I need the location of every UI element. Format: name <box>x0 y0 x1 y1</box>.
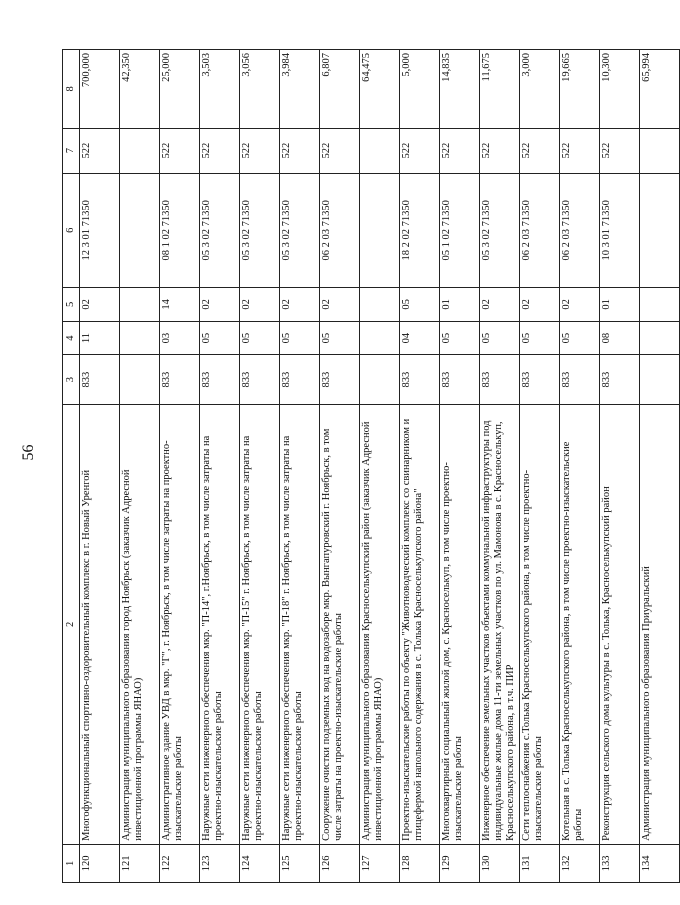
item-name-cell: Административное здание УВД в мкр. "Г", г. Ноябрьск, в том числе затраты на проектно-изыскательские работы <box>160 404 200 844</box>
item-name-cell: Многоквартирный социальный жилой дом, с. Красноселькуп, в том числе проектно-изыскательские работы <box>440 404 480 844</box>
expense-type-cell <box>120 128 160 173</box>
row-number-cell: 126 <box>320 844 360 882</box>
target-article-cell: 05 3 02 71350 <box>480 173 520 288</box>
column-header: 4 <box>63 321 80 355</box>
subsection-code-cell: 02 <box>80 288 120 322</box>
admin-code-cell: 833 <box>440 355 480 404</box>
section-code-cell: 05 <box>320 321 360 355</box>
target-article-cell: 05 3 02 71350 <box>280 173 320 288</box>
admin-code-cell: 833 <box>520 355 560 404</box>
subsection-code-cell: 02 <box>200 288 240 322</box>
section-code-cell: 08 <box>600 321 640 355</box>
subsection-code-cell: 02 <box>560 288 600 322</box>
target-article-cell: 06 2 03 71350 <box>520 173 560 288</box>
amount-cell: 10,300 <box>600 50 640 129</box>
subsection-code-cell: 02 <box>520 288 560 322</box>
expense-type-cell: 522 <box>600 128 640 173</box>
admin-code-cell: 833 <box>240 355 280 404</box>
row-number-cell: 134 <box>640 844 680 882</box>
amount-cell: 14,835 <box>440 50 480 129</box>
table-row <box>120 50 160 883</box>
column-header: 6 <box>63 173 80 288</box>
subsection-code-cell <box>120 288 160 322</box>
row-number-cell: 123 <box>200 844 240 882</box>
section-code-cell <box>360 321 400 355</box>
section-code-cell: 05 <box>480 321 520 355</box>
table-row <box>160 50 200 883</box>
row-number-cell: 121 <box>120 844 160 882</box>
subsection-code-cell: 05 <box>400 288 440 322</box>
table-row <box>640 50 680 883</box>
item-name-cell: Администрация муниципального образования Красноселькупский район (заказчик Адресной инвестиционной программы ЯНАО) <box>360 404 400 844</box>
expense-type-cell: 522 <box>200 128 240 173</box>
subsection-code-cell: 02 <box>280 288 320 322</box>
expense-type-cell: 522 <box>240 128 280 173</box>
amount-cell: 700,000 <box>80 50 120 129</box>
amount-cell: 64,475 <box>360 50 400 129</box>
admin-code-cell <box>360 355 400 404</box>
expense-type-cell: 522 <box>320 128 360 173</box>
amount-cell: 19,665 <box>560 50 600 129</box>
target-article-cell: 05 3 02 71350 <box>200 173 240 288</box>
admin-code-cell: 833 <box>160 355 200 404</box>
column-header: 8 <box>63 50 80 129</box>
admin-code-cell: 833 <box>600 355 640 404</box>
row-number-cell: 125 <box>280 844 320 882</box>
table-row <box>440 50 480 883</box>
amount-cell: 65,994 <box>640 50 680 129</box>
table-row <box>520 50 560 883</box>
row-number-cell: 127 <box>360 844 400 882</box>
target-article-cell: 08 1 02 71350 <box>160 173 200 288</box>
amount-cell: 3,503 <box>200 50 240 129</box>
row-number-cell: 122 <box>160 844 200 882</box>
section-code-cell: 03 <box>160 321 200 355</box>
section-code-cell: 05 <box>520 321 560 355</box>
section-code-cell: 05 <box>200 321 240 355</box>
header-row <box>63 50 80 883</box>
column-header: 3 <box>63 355 80 404</box>
row-number-cell: 133 <box>600 844 640 882</box>
expense-type-cell: 522 <box>560 128 600 173</box>
amount-cell: 6,807 <box>320 50 360 129</box>
admin-code-cell: 833 <box>280 355 320 404</box>
section-code-cell <box>120 321 160 355</box>
target-article-cell <box>640 173 680 288</box>
admin-code-cell: 833 <box>480 355 520 404</box>
target-article-cell <box>120 173 160 288</box>
table-row <box>400 50 440 883</box>
item-name-cell: Инженерное обеспечение земельных участков объектами коммунальной инфраструктуры под индивидуальные жилые дома 11-ти земельных участков по ул. Мамонова в с. Красноселькуп, Красноселькупского района, в т.ч. ПИР <box>480 404 520 844</box>
subsection-code-cell: 02 <box>320 288 360 322</box>
subsection-code-cell: 02 <box>240 288 280 322</box>
row-number-cell: 120 <box>80 844 120 882</box>
item-name-cell: Реконструкция сельского дома культуры в с. Толька, Красноселькупский район <box>600 404 640 844</box>
table-row <box>280 50 320 883</box>
amount-cell: 5,000 <box>400 50 440 129</box>
table-row <box>80 50 120 883</box>
target-article-cell: 10 3 01 71350 <box>600 173 640 288</box>
amount-cell: 42,350 <box>120 50 160 129</box>
section-code-cell: 05 <box>280 321 320 355</box>
admin-code-cell <box>120 355 160 404</box>
column-header: 5 <box>63 288 80 322</box>
expense-type-cell: 522 <box>400 128 440 173</box>
section-code-cell: 04 <box>400 321 440 355</box>
amount-cell: 3,056 <box>240 50 280 129</box>
table-row <box>600 50 640 883</box>
expense-type-cell: 522 <box>160 128 200 173</box>
admin-code-cell: 833 <box>400 355 440 404</box>
item-name-cell: Наружные сети инженерного обеспечения мкр. "П-18" г. Ноябрьск, в том числе затраты на проектно-изыскательские работы <box>280 404 320 844</box>
subsection-code-cell: 01 <box>600 288 640 322</box>
section-code-cell: 11 <box>80 321 120 355</box>
target-article-cell: 12 3 01 71350 <box>80 173 120 288</box>
item-name-cell: Проектно-изыскательские работы по объекту "Животноводческий комплекс со свинарником и птицефермой напольного содержания в с. Толька Красноселькупского района" <box>400 404 440 844</box>
expense-type-cell <box>360 128 400 173</box>
amount-cell: 11,675 <box>480 50 520 129</box>
target-article-cell <box>360 173 400 288</box>
section-code-cell: 05 <box>240 321 280 355</box>
row-number-cell: 130 <box>480 844 520 882</box>
section-code-cell: 05 <box>440 321 480 355</box>
item-name-cell: Сети теплоснабжения с.Толька Красноселькупского района, в том числе проектно-изыскательские работы <box>520 404 560 844</box>
expense-type-cell <box>640 128 680 173</box>
expense-type-cell: 522 <box>520 128 560 173</box>
admin-code-cell <box>640 355 680 404</box>
table-row <box>240 50 280 883</box>
section-code-cell <box>640 321 680 355</box>
section-code-cell: 05 <box>560 321 600 355</box>
admin-code-cell: 833 <box>80 355 120 404</box>
subsection-code-cell <box>360 288 400 322</box>
target-article-cell: 06 2 03 71350 <box>320 173 360 288</box>
row-number-cell: 129 <box>440 844 480 882</box>
target-article-cell: 18 2 02 71350 <box>400 173 440 288</box>
amount-cell: 3,000 <box>520 50 560 129</box>
budget-table <box>62 49 680 883</box>
table-row <box>480 50 520 883</box>
expense-type-cell: 522 <box>440 128 480 173</box>
subsection-code-cell: 14 <box>160 288 200 322</box>
subsection-code-cell <box>640 288 680 322</box>
subsection-code-cell: 02 <box>480 288 520 322</box>
target-article-cell: 05 3 02 71350 <box>240 173 280 288</box>
item-name-cell: Многофункциональный спортивно-оздоровительный комплекс в г. Новый Уренгой <box>80 404 120 844</box>
subsection-code-cell: 01 <box>440 288 480 322</box>
column-header: 2 <box>63 404 80 844</box>
table-row <box>360 50 400 883</box>
table-row <box>200 50 240 883</box>
page-number: 56 <box>20 444 37 461</box>
row-number-cell: 124 <box>240 844 280 882</box>
admin-code-cell: 833 <box>200 355 240 404</box>
column-header: 7 <box>63 128 80 173</box>
column-header: 1 <box>63 844 80 882</box>
amount-cell: 25,000 <box>160 50 200 129</box>
expense-type-cell: 522 <box>480 128 520 173</box>
target-article-cell: 06 2 03 71350 <box>560 173 600 288</box>
row-number-cell: 132 <box>560 844 600 882</box>
table-row <box>560 50 600 883</box>
table-row <box>320 50 360 883</box>
row-number-cell: 131 <box>520 844 560 882</box>
admin-code-cell: 833 <box>320 355 360 404</box>
admin-code-cell: 833 <box>560 355 600 404</box>
item-name-cell: Наружные сети инженерного обеспечения мкр. "П-14", г.Ноябрьск, в том числе затраты на проектно-изыскательские работы <box>200 404 240 844</box>
item-name-cell: Наружные сети инженерного обеспечения мкр. "П-15" г. Ноябрьск, в том числе затраты на проектно-изыскательские работы <box>240 404 280 844</box>
item-name-cell: Сооружение очистки подземных вод на водозаборе мкр. Вынгапуровский г. Ноябрьск, в том числе затраты на проектно-изыскательские работы <box>320 404 360 844</box>
expense-type-cell: 522 <box>80 128 120 173</box>
row-number-cell: 128 <box>400 844 440 882</box>
item-name-cell: Котельная в с. Толька Красноселькупского района, в том числе проектно-изыскательские работы <box>560 404 600 844</box>
amount-cell: 3,984 <box>280 50 320 129</box>
expense-type-cell: 522 <box>280 128 320 173</box>
item-name-cell: Администрация муниципального образования город Ноябрьск (заказчик Адресной инвестиционной программы ЯНАО) <box>120 404 160 844</box>
target-article-cell: 05 1 02 71350 <box>440 173 480 288</box>
item-name-cell: Администрация муниципального образования Приуральский <box>640 404 680 844</box>
